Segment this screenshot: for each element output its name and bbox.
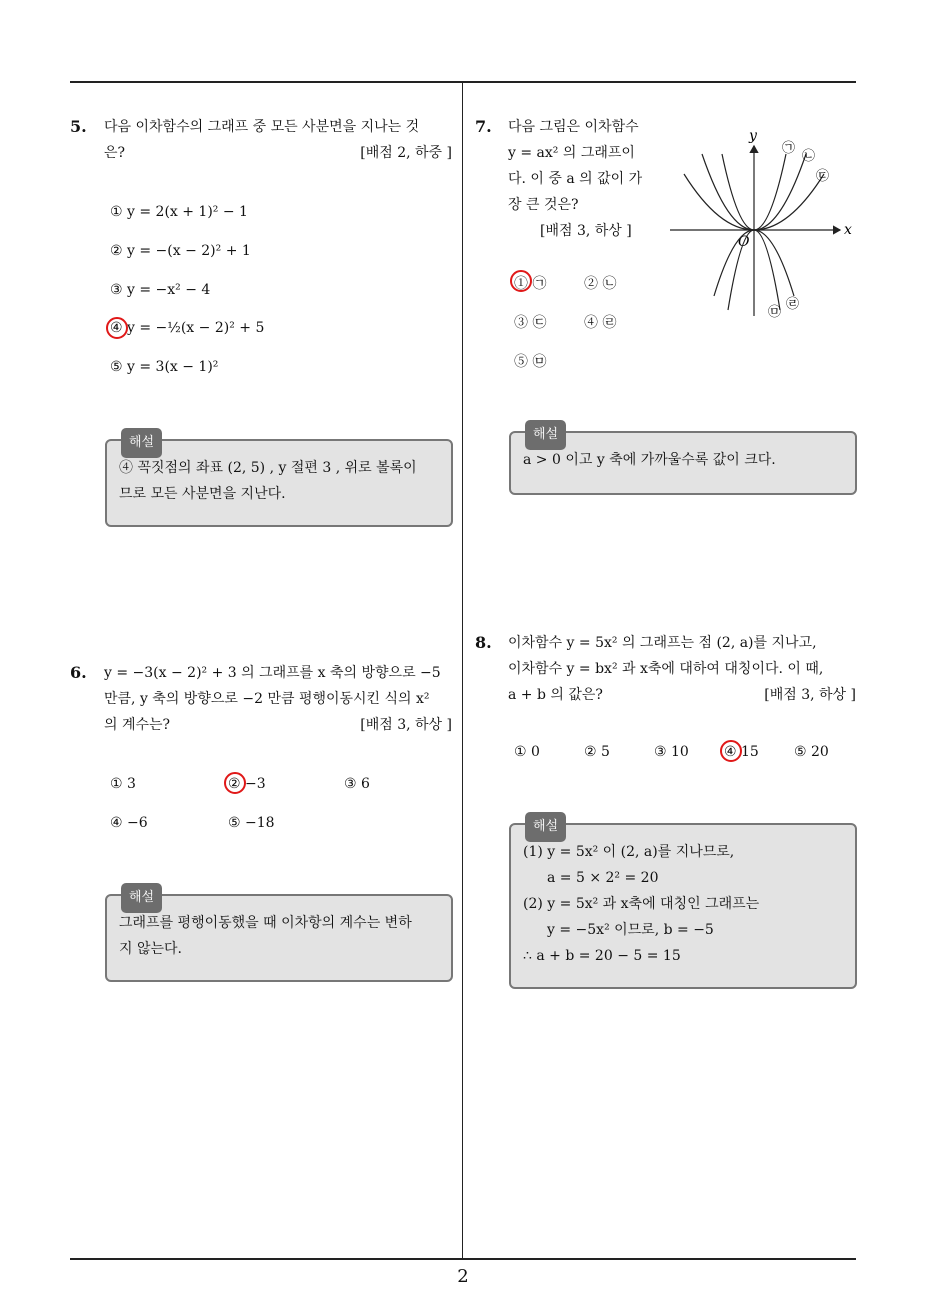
label-rieul: ㉣ [786,297,800,312]
q5-line1: 다음 이차함수의 그래프 중 모든 사분면을 지나는 것 [104,119,420,135]
label-mieum: ㉤ [768,305,782,320]
q7-stem [508,114,658,244]
q6-line3: 의 계수는? [배점 3, 하상 ] [104,712,452,738]
q7-line1: 다음 그림은 이차함수 [508,119,639,135]
page-number: 2 [457,1266,469,1287]
q6-solution-line1: 그래프를 평행이동했을 때 이차항의 계수는 변하 [119,915,412,931]
q6-answer-mark [224,772,246,794]
q8-line2: 이차함수 y = bx² 과 x축에 대하여 대칭이다. 이 때, [508,661,824,677]
column-divider [462,83,463,1259]
q8-option-4[interactable]: ④ 15 [724,744,759,760]
q7-solution-line1: a > 0 이고 y 축에 가까울수록 값이 크다. [523,452,776,468]
q6-line1: y = −3(x − 2)² + 3 의 그래프를 x 축의 방향으로 −5 [104,665,441,681]
q7-line4: 장 큰 것은? [508,197,579,213]
q8-solution-line4: y = −5x² 이므로, b = −5 [547,922,714,938]
q6-stem [104,660,452,738]
q7-parabola-graph [664,124,860,320]
q8-line3: a + b 의 값은? [배점 3, 하상 ] [508,682,856,708]
q5-number: 5. [70,117,87,136]
q5-solution-line1: ④ 꼭짓점의 좌표 (2, 5) , y 절편 3 , 위로 볼록이 [119,460,417,476]
q6-option-5[interactable]: ⑤ −18 [228,815,275,831]
q7-option-3[interactable]: ③ ㉢ [514,315,547,331]
q8-solution-line5: ∴ a + b = 20 − 5 = 15 [523,948,681,964]
q6-option-3[interactable]: ③ 6 [344,776,370,792]
q8-answer-mark [720,740,742,762]
q5-answer-mark [106,317,128,339]
q5-solution-box [105,435,453,527]
q7-number: 7. [475,117,492,136]
q5-score: [배점 2, 하중 ] [360,145,452,161]
q6-option-2[interactable]: ② −3 [228,776,266,792]
label-giyeok: ㉠ [782,141,796,156]
q8-solution-box [509,819,857,989]
q8-option-5[interactable]: ⑤ 20 [794,744,829,760]
q5-option-3[interactable]: ③ y = −x² − 4 [110,282,211,298]
bottom-rule [70,1258,856,1260]
q7-solution-box [509,427,857,495]
q6-solution-tag: 해설 [121,883,162,913]
q7-option-2[interactable]: ② ㉡ [584,276,617,292]
top-rule [70,81,856,83]
q6-solution-box [105,890,453,982]
q7-line2: y = ax² 의 그래프이 [508,145,635,161]
origin-label: O [738,234,750,250]
q7-score: [배점 3, 하상 ] [540,223,632,239]
q8-solution-line3: (2) y = 5x² 과 x축에 대칭인 그래프는 [523,896,760,912]
q7-solution-tag: 해설 [525,420,566,450]
q8-score: [배점 3, 하상 ] [764,687,856,703]
q6-score: [배점 3, 하상 ] [360,717,452,733]
label-digeut: ㉢ [816,169,830,184]
q8-solution-line2: a = 5 × 2² = 20 [547,870,659,886]
q5-line2: 은? [배점 2, 하중 ] [104,140,452,166]
q8-option-1[interactable]: ① 0 [514,744,540,760]
q6-option-4[interactable]: ④ −6 [110,815,148,831]
q6-number: 6. [70,663,87,682]
q7-option-1[interactable]: ① ㉠ [514,276,547,292]
label-nieun: ㉡ [802,149,816,164]
q5-stem [104,114,452,166]
q5-option-4[interactable]: ④ y = −½(x − 2)² + 5 [110,320,265,336]
q5-option-5[interactable]: ⑤ y = 3(x − 1)² [110,359,219,375]
q7-option-5[interactable]: ⑤ ㉤ [514,354,547,370]
q6-solution-line2: 지 않는다. [119,941,182,957]
q5-solution-line2: 므로 모든 사분면을 지난다. [119,486,286,502]
x-axis-label: x [844,222,852,238]
q5-solution-tag: 해설 [121,428,162,458]
q8-stem [508,630,856,708]
q8-solution-line1: (1) y = 5x² 이 (2, a)를 지나므로, [523,844,735,860]
q8-number: 8. [475,633,492,652]
q5-option-2[interactable]: ② y = −(x − 2)² + 1 [110,243,251,259]
q6-option-1[interactable]: ① 3 [110,776,136,792]
q6-line2: 만큼, y 축의 방향으로 −2 만큼 평행이동시킨 식의 x² [104,691,430,707]
y-axis-label: y [749,128,757,144]
q7-answer-mark [510,270,532,292]
q8-solution-tag: 해설 [525,812,566,842]
q8-line1: 이차함수 y = 5x² 의 그래프는 점 (2, a)를 지나고, [508,635,817,651]
q8-option-2[interactable]: ② 5 [584,744,610,760]
q7-line3: 다. 이 중 a 의 값이 가 [508,171,643,187]
q5-option-1[interactable]: ① y = 2(x + 1)² − 1 [110,204,248,220]
q8-option-3[interactable]: ③ 10 [654,744,689,760]
q7-option-4[interactable]: ④ ㉣ [584,315,617,331]
